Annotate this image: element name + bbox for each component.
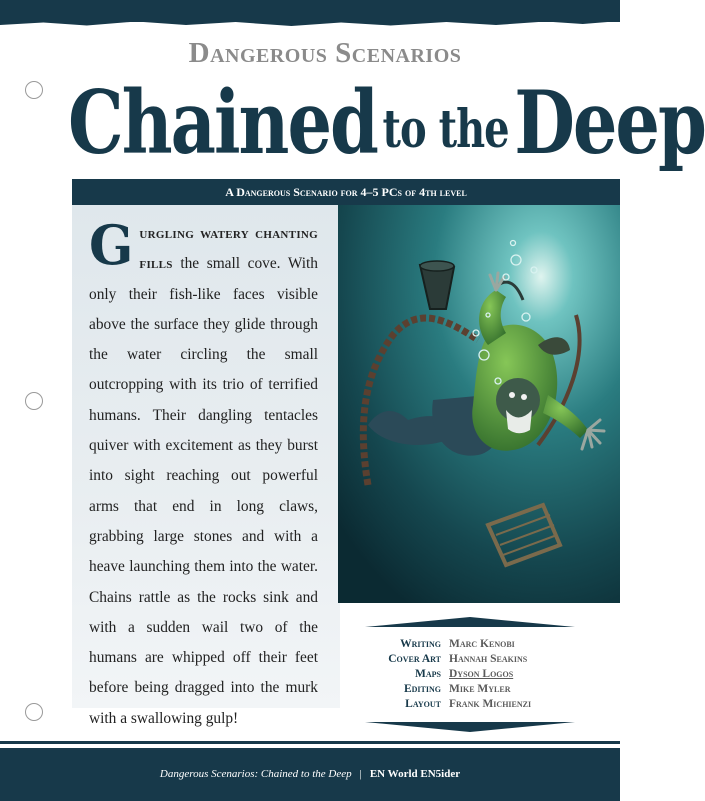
footer-separator: |	[359, 768, 362, 780]
credit-row	[365, 667, 575, 682]
binder-hole	[25, 392, 43, 410]
credit-name: Marc Kenobi	[449, 638, 515, 650]
credit-role: Cover Art	[388, 653, 441, 665]
credit-row	[365, 637, 575, 652]
credits-table	[365, 637, 575, 712]
credit-name-link[interactable]: Dyson Logos	[449, 668, 514, 680]
intro-body: the small cove. With only their fish-like faces visible above the surface they glide through the water circling the small outcropping with its trio of terrified humans. Their dangling tentacles quiver with excitement as they burst into sight reaching out powerful arms that end in long claws, grabbing large stones and with a heave launching them into the water. Chains rattle as the rocks sink and with a sudden wail two of the humans are whipped off their feet before being dragged into the murk with a swallowing gulp!	[89, 255, 318, 727]
page-title	[68, 70, 705, 175]
footer-title: Dangerous Scenarios: Chained to the Deep	[159, 768, 352, 780]
credits-banner-bottom	[365, 722, 575, 732]
title-word-to-the: to the	[382, 98, 509, 160]
credit-row	[365, 652, 575, 667]
credit-role: Writing	[400, 638, 441, 650]
intro-text	[89, 213, 318, 734]
binder-hole	[25, 703, 43, 721]
credit-name: Frank Michienzi	[449, 698, 532, 710]
series-heading: Dangerous Scenarios	[188, 37, 462, 69]
cover-illustration	[338, 205, 620, 603]
subtitle-bar: A Dangerous Scenario for 4–5 PCs of 4th level	[72, 179, 620, 205]
intro-lead-in: urgling watery chanting fills	[139, 225, 318, 273]
credit-role: Editing	[403, 683, 441, 695]
footer-brand: EN World EN5ider	[369, 768, 461, 780]
credit-row	[365, 682, 575, 697]
credit-role: Maps	[415, 668, 441, 680]
page-footer	[0, 748, 620, 801]
credit-name: Hannah Seakins	[449, 653, 528, 665]
title-word-deep: Deep	[514, 70, 705, 175]
credit-name: Mike Myler	[449, 683, 511, 695]
credit-role: Layout	[405, 698, 441, 710]
credits-banner-top	[365, 617, 575, 627]
drop-cap: G	[89, 213, 134, 278]
title-word-chained: Chained	[68, 70, 377, 175]
cover-art	[338, 205, 620, 603]
credit-row	[365, 697, 575, 712]
binder-hole	[25, 81, 43, 99]
footer-rule	[0, 741, 620, 744]
top-border-torn-edge	[0, 18, 620, 28]
